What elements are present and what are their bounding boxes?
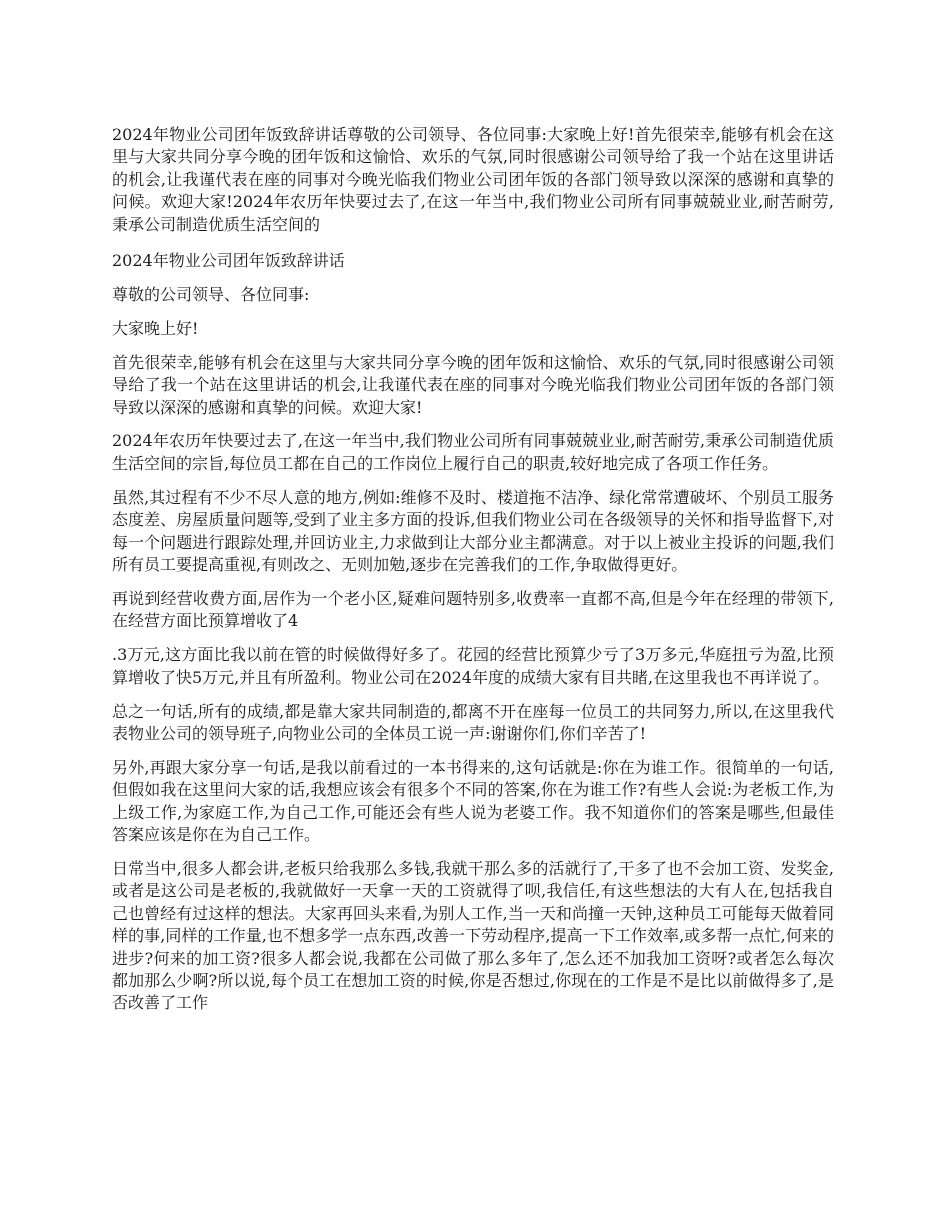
- document-body: [112, 124, 834, 1026]
- body-paragraph: 首先很荣幸,能够有机会在这里与大家共同分享今晚的团年饭和这愉恰、欢乐的气氛,同时很感谢公司领导给了我一个站在这里讲话的机会,让我谨代表在座的同事对今晚光临我们物业公司团年饭的各部门领导致以深深的感谢和真挚的问候。欢迎大家!: [112, 352, 834, 417]
- body-paragraph: 总之一句话,所有的成绩,都是靠大家共同制造的,都离不开在座每一位员工的共同努力,所以,在这里我代 表物业公司的领导班子,向物业公司的全体员工说一声:谢谢你们,你们辛苦了!: [112, 701, 834, 743]
- body-paragraph: 虽然,其过程有不少不尽人意的地方,例如:维修不及时、楼道拖不洁净、绿化常常遭破坏、个别员工服务态度差、房屋质量问题等,受到了业主多方面的投诉,但我们物业公司在各级领导的关怀和指导监督下,对每一个问题进行跟踪处理,并回访业主,力求做到让大部分业主都满意。对于以上被业主投诉的问题,我们所有员工要提高重视,有则改之、无则加勉,逐步在完善我们的工作,争取做得更好。: [112, 487, 834, 574]
- body-paragraph: 2024年农历年快要过去了,在这一年当中,我们物业公司所有同事兢兢业业,耐苦耐劳,秉承公司制造优质生活空间的宗旨,每位员工都在自己的工作岗位上履行自己的职责,较好地完成了各项工作任务。: [112, 431, 834, 473]
- intro-paragraph: 2024年物业公司团年饭致辞讲话尊敬的公司领导、各位同事:大家晚上好!首先很荣幸,能够有机会在这里与大家共同分享今晚的团年饭和这愉恰、欢乐的气氛,同时很感谢公司领导给了我一个站在这里讲话的机会,让我谨代表在座的同事对今晚光临我们物业公司团年饭的各部门领导致以深深的感谢和真挚的问候。欢迎大家!2024年农历年快要过去了,在这一年当中,我们物业公司所有同事兢兢业业,耐苦耐劳,秉承公司制造优质生活空间的: [112, 125, 834, 234]
- body-paragraph: 日常当中,很多人都会讲,老板只给我那么多钱,我就干那么多的活就行了,干多了也不会加工资、发奖金,或者是这公司是老板的,我就做好一天拿一天的工资就得了呗,我信任,有这些想法的大有人在,包括我自己也曾经有过这样的想法。大家再回头来看,为别人工作,当一天和尚撞一天钟,这种员工可能每天做着同样的事,同样的工作量,也不想多学一点东西,改善一下劳动程序,提高一下工作效率,或多帮一点忙,何来的进步?何来的加工资?很多人都会说,我都在公司做了那么多年了,怎么还不加我加工资呀?或者怎么每次都加那么少啊?所以说,每个员工在想加工资的时候,你是否想过,你现在的工作是不是比以前做得多了,是否改善了工作: [112, 858, 834, 1013]
- greeting: 大家晚上好!: [112, 318, 199, 338]
- body-paragraph: 再说到经营收费方面,居作为一个老小区,疑难问题特别多,收费率一直都不高,但是今年在经理的带领下,在经营方面比预算增收了4: [112, 588, 834, 631]
- document-title: 2024年物业公司团年饭致辞讲话: [112, 251, 345, 271]
- body-paragraph: 另外,再跟大家分享一句话,是我以前看过的一本书得来的,这句话就是:你在为谁工作。很简单的一句话,但假如我在这里问大家的话,我想应该会有很多个不同的答案,你在为谁工作?有些人会说:为老板工作,为上级工作,为家庭工作,为自己工作,可能还会有些人说为老婆工作。我不知道你们的答案是哪些,但最佳答案应该是你在为自己工作。: [112, 757, 834, 845]
- salutation: 尊敬的公司领导、各位同事:: [112, 284, 310, 304]
- body-paragraph: .3万元,这方面比我以前在管的时候做得好多了。花园的经营比预算少亏了3万多元,华庭扭亏为盈,比预算增收了快5万元,并且有所盈利。物业公司在2024年度的成绩大家有目共睹,在这里我也不再详说了。: [112, 645, 834, 687]
